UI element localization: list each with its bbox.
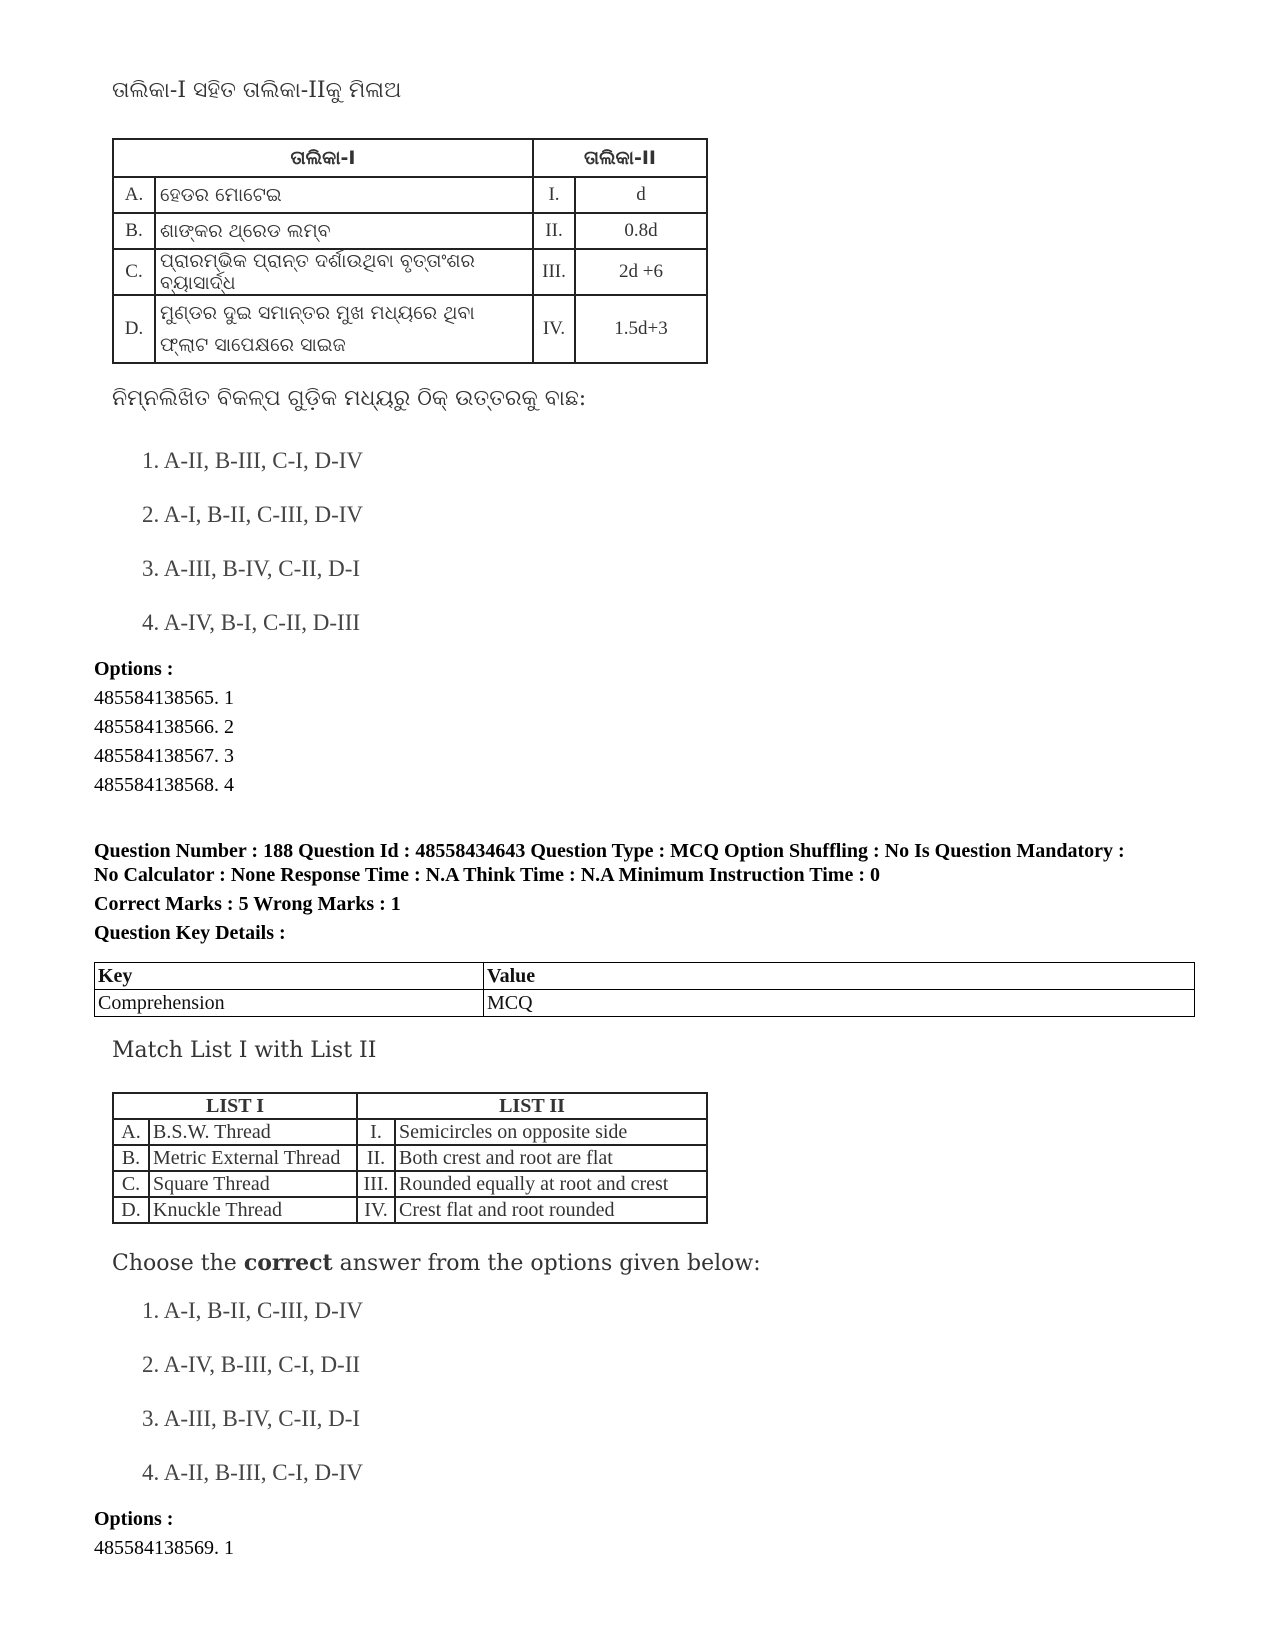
q1-match-table bbox=[112, 138, 708, 364]
table-row bbox=[113, 1119, 707, 1145]
table-row bbox=[95, 963, 1195, 990]
row-text: ହେଡର ମୋଟେଇ bbox=[155, 177, 533, 213]
row-value: 2d +6 bbox=[575, 249, 707, 295]
row-letter: C. bbox=[113, 1171, 149, 1197]
choice-item: 4. A-IV, B-I, C-II, D-III bbox=[142, 610, 361, 635]
q2-options-label: Options : bbox=[94, 1508, 174, 1530]
value-cell: MCQ bbox=[484, 990, 1195, 1017]
row-letter: A. bbox=[113, 177, 155, 213]
row-number: I. bbox=[533, 177, 575, 213]
choose-bold: correct bbox=[243, 1250, 333, 1276]
table-row bbox=[95, 990, 1195, 1017]
choice-item: 2. A-I, B-II, C-III, D-IV bbox=[142, 502, 363, 527]
choose-post: answer from the options given below: bbox=[332, 1251, 761, 1276]
row-number: II. bbox=[533, 213, 575, 249]
choice-item: 2. A-IV, B-III, C-I, D-II bbox=[142, 1352, 361, 1377]
row-letter: B. bbox=[113, 213, 155, 249]
table-row bbox=[113, 177, 707, 213]
row-number: I. bbox=[357, 1119, 395, 1145]
table-row bbox=[113, 1197, 707, 1223]
q2-option: 485584138569. 1 bbox=[94, 1537, 234, 1559]
row-text: Knuckle Thread bbox=[149, 1197, 357, 1223]
q1-choose-text: ନିମ୍ନଲିଖିତ ବିକଳ୍ପ ଗୁଡ଼ିକ ମଧ୍ୟରୁ ଠିକ୍ ଉତ୍ତରକୁ ବାଛ: bbox=[112, 386, 587, 411]
row-letter: D. bbox=[113, 295, 155, 363]
q1-list1-header: ତାଲିକା-I bbox=[113, 139, 533, 177]
q2-match-table bbox=[112, 1092, 708, 1224]
table-row bbox=[113, 295, 707, 363]
q1-options-label: Options : bbox=[94, 658, 174, 680]
row-text: B.S.W. Thread bbox=[149, 1119, 357, 1145]
key-header: Key bbox=[95, 963, 484, 990]
value-header: Value bbox=[484, 963, 1195, 990]
row-value: Crest flat and root rounded bbox=[395, 1197, 707, 1223]
q1-list2-header: ତାଲିକା-II bbox=[533, 139, 707, 177]
choice-item: 3. A-III, B-IV, C-II, D-I bbox=[142, 1406, 361, 1431]
choice-item: 3. A-III, B-IV, C-II, D-I bbox=[142, 556, 361, 581]
q1-option: 485584138565. 1 bbox=[94, 687, 234, 709]
choose-pre: Choose the bbox=[112, 1251, 244, 1276]
q1-option: 485584138567. 3 bbox=[94, 745, 234, 767]
row-number: II. bbox=[357, 1145, 395, 1171]
key-cell: Comprehension bbox=[95, 990, 484, 1017]
q2-list1-header: LIST I bbox=[113, 1093, 357, 1119]
q2-key-details-label: Question Key Details : bbox=[94, 922, 286, 944]
row-letter: A. bbox=[113, 1119, 149, 1145]
row-value: 0.8d bbox=[575, 213, 707, 249]
q1-instruction: ତାଲିକା-I ସହିତ ତାଲିକା-IIକୁ ମିଳାଅ bbox=[112, 78, 402, 103]
row-value: Semicircles on opposite side bbox=[395, 1119, 707, 1145]
choice-item: 1. A-II, B-III, C-I, D-IV bbox=[142, 448, 363, 473]
q2-list2-header: LIST II bbox=[357, 1093, 707, 1119]
table-row bbox=[113, 1093, 707, 1119]
q2-choose-text bbox=[112, 1250, 761, 1276]
row-text: ଶାଙ୍କର ଥ୍ରେଡ ଲମ୍ବ bbox=[155, 213, 533, 249]
choice-item: 4. A-II, B-III, C-I, D-IV bbox=[142, 1460, 363, 1485]
q2-meta-line2: No Calculator : None Response Time : N.A Think Time : N.A Minimum Instruction Time : 0 bbox=[94, 864, 880, 886]
row-letter: D. bbox=[113, 1197, 149, 1223]
q2-instruction: Match List I with List II bbox=[112, 1038, 377, 1063]
row-value: Rounded equally at root and crest bbox=[395, 1171, 707, 1197]
row-letter: C. bbox=[113, 249, 155, 295]
row-number: III. bbox=[357, 1171, 395, 1197]
row-number: III. bbox=[533, 249, 575, 295]
row-number: IV. bbox=[357, 1197, 395, 1223]
row-text: ପ୍ରାରମ୍ଭିକ ପ୍ରାନ୍ତ ଦର୍ଶାଉଥିବା ବୃତ୍ତାଂଶର ବ୍ୟାସାର୍ଦ୍ଧ bbox=[155, 249, 533, 295]
choice-item: 1. A-I, B-II, C-III, D-IV bbox=[142, 1298, 363, 1323]
q1-option: 485584138568. 4 bbox=[94, 774, 234, 796]
row-value: d bbox=[575, 177, 707, 213]
q1-option: 485584138566. 2 bbox=[94, 716, 234, 738]
row-value: 1.5d+3 bbox=[575, 295, 707, 363]
q2-marks: Correct Marks : 5 Wrong Marks : 1 bbox=[94, 893, 401, 915]
q2-meta-line1: Question Number : 188 Question Id : 48558434643 Question Type : MCQ Option Shuffling : No Is Question Mandatory : bbox=[94, 840, 1125, 862]
q2-key-table bbox=[94, 962, 1195, 1017]
row-number: IV. bbox=[533, 295, 575, 363]
table-row bbox=[113, 249, 707, 295]
table-row bbox=[113, 213, 707, 249]
row-text: Square Thread bbox=[149, 1171, 357, 1197]
row-value: Both crest and root are flat bbox=[395, 1145, 707, 1171]
row-text: ମୁଣ୍ଡର ଦୁଇ ସମାନ୍ତର ମୁଖ ମଧ୍ୟରେ ଥିବା ଫ୍ଲାଟ ସାପେକ୍ଷରେ ସାଇଜ bbox=[155, 295, 533, 363]
row-text: Metric External Thread bbox=[149, 1145, 357, 1171]
table-row bbox=[113, 1171, 707, 1197]
table-row bbox=[113, 1145, 707, 1171]
row-letter: B. bbox=[113, 1145, 149, 1171]
